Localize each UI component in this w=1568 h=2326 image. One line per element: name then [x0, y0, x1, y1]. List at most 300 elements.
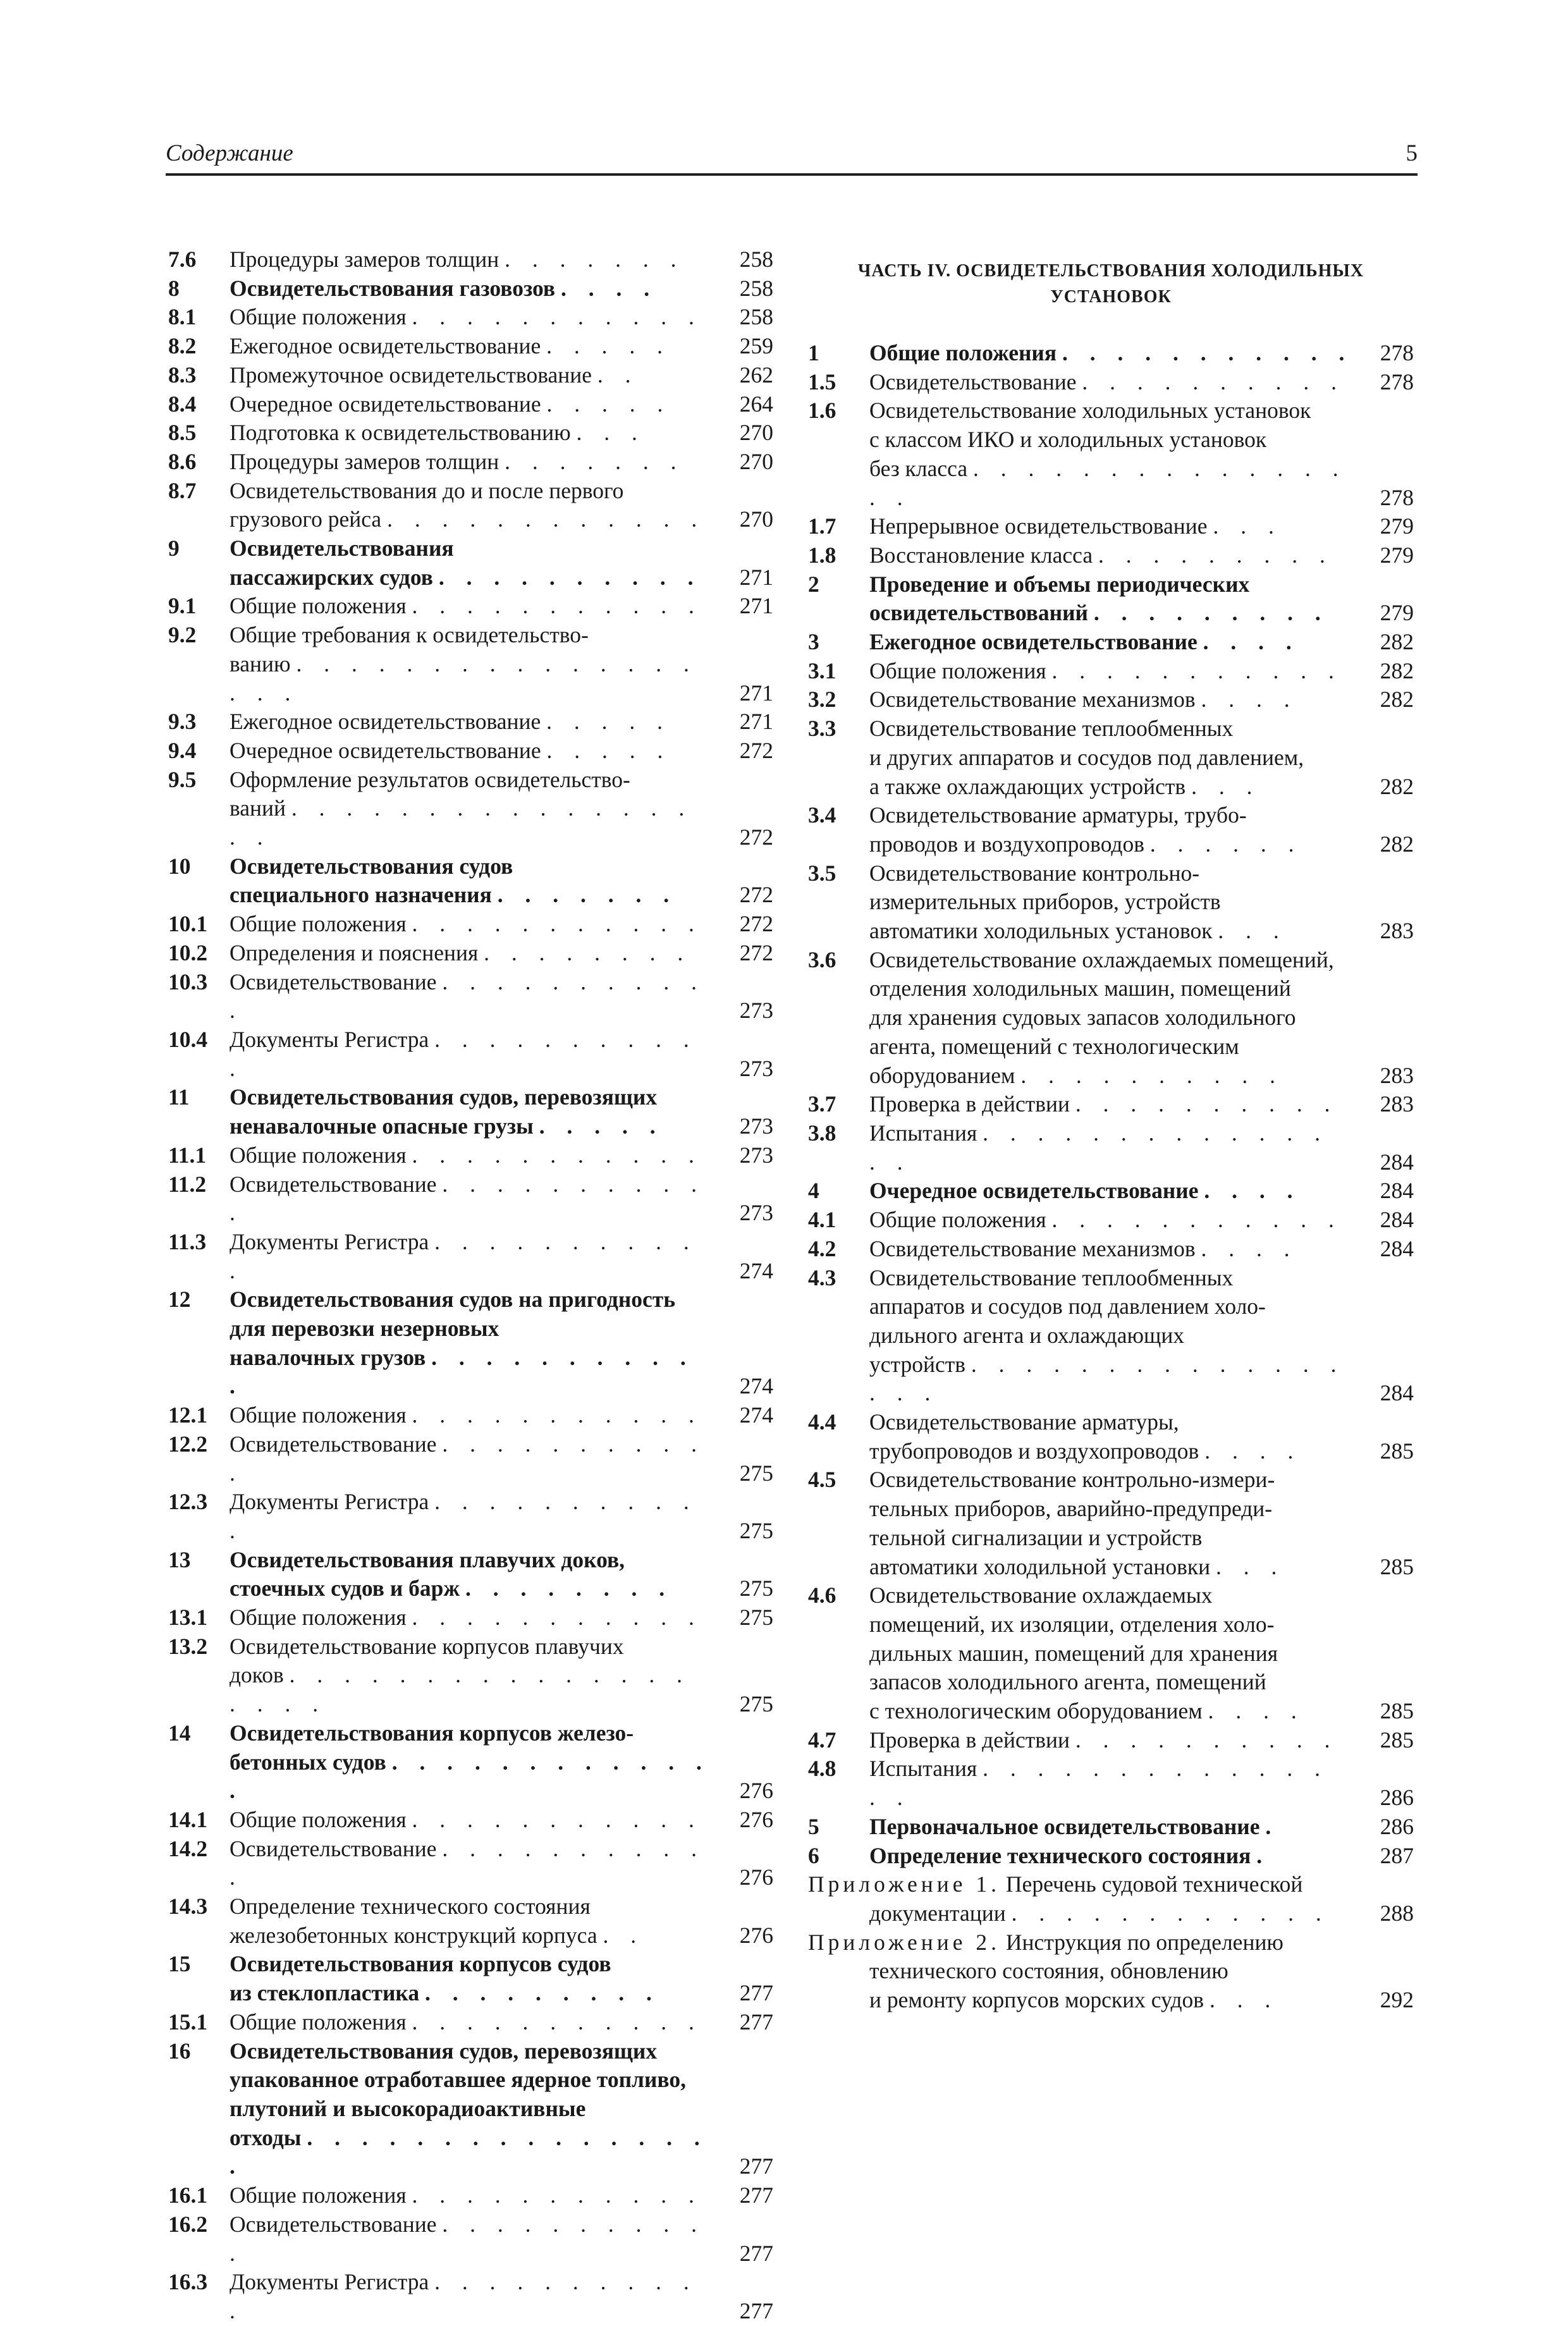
dot-leader: . . . . . . . . . . . — [230, 1026, 697, 1081]
title-text: Общие положения — [869, 1207, 1046, 1233]
dot-leader: . . . — [1191, 773, 1261, 799]
toc-entry — [168, 2181, 773, 2210]
title-text: агента, помещений с технологическим — [869, 1033, 1239, 1059]
section-title — [230, 245, 773, 274]
title-line — [869, 773, 1356, 802]
toc-entry — [808, 396, 1414, 512]
dot-leader: . . . . . . . . . . . . . . . — [869, 1756, 1329, 1811]
toc-entry — [168, 1806, 773, 1835]
toc-entry — [168, 766, 773, 852]
toc-entry — [168, 621, 773, 707]
title-text: Документы Регистра — [230, 1489, 429, 1515]
toc-entry — [808, 1581, 1414, 1726]
section-title — [869, 1206, 1414, 1235]
title-line — [230, 274, 715, 303]
title-line — [230, 1603, 715, 1632]
page-ref: 273 — [739, 998, 773, 1024]
toc-entry — [808, 1466, 1414, 1581]
title-text: отделения холодильных машин, помещений — [869, 976, 1291, 1001]
title-text: доков — [230, 1662, 284, 1688]
title-text: Проведение и объемы периодических — [869, 571, 1250, 597]
title-line — [869, 1090, 1356, 1119]
title-line — [869, 1610, 1356, 1639]
page-ref: 275 — [739, 1691, 773, 1717]
section-number: 8.7 — [168, 477, 197, 503]
toc-entry — [808, 570, 1414, 628]
appendix-text: и ремонту корпусов морских судов — [869, 1987, 1204, 2013]
section-title — [869, 1726, 1414, 1755]
title-line — [230, 563, 715, 592]
title-line — [230, 1488, 715, 1545]
dot-leader: . . . . . — [546, 709, 671, 735]
toc-entry — [808, 1754, 1414, 1812]
title-line — [230, 1344, 715, 1401]
title-line — [869, 1119, 1356, 1177]
section-number: 14.2 — [168, 1835, 208, 1861]
title-line — [869, 1842, 1356, 1871]
title-text: Освидетельствования судов, перевозящих — [230, 1084, 658, 1110]
page-ref: 264 — [739, 391, 773, 417]
dot-leader: . . . . . — [539, 1113, 664, 1139]
section-number: 8.2 — [168, 333, 197, 359]
page-ref: 279 — [1380, 542, 1414, 568]
title-line — [230, 1112, 715, 1141]
dot-leader: . — [1265, 1813, 1280, 1839]
title-line — [869, 685, 1356, 714]
dot-leader: . . . . — [1204, 1438, 1302, 1464]
section-number: 3.4 — [808, 802, 836, 828]
section-number: 14.3 — [168, 1894, 208, 1919]
title-line — [230, 592, 715, 621]
title-text: Определение технического состояния — [230, 1894, 591, 1919]
toc-entry — [808, 628, 1414, 657]
toc-entry — [168, 968, 773, 1025]
section-number: 11.2 — [168, 1171, 207, 1197]
title-text: Освидетельствование — [230, 1835, 437, 1861]
toc-entry — [168, 1141, 773, 1170]
page-ref: 286 — [1380, 1785, 1414, 1811]
section-title — [230, 1083, 773, 1141]
title-line — [230, 505, 715, 534]
title-text: железобетонных конструкций корпуса — [230, 1922, 597, 1948]
dot-leader: . . . . — [1201, 1235, 1298, 1261]
toc-entry — [168, 707, 773, 737]
dot-leader: . . . . — [560, 275, 658, 301]
appendix-entry — [808, 1928, 1414, 2015]
title-line — [230, 1170, 715, 1228]
title-line — [869, 744, 1356, 773]
section-title — [869, 1466, 1414, 1581]
title-line — [230, 707, 715, 737]
dot-leader: . . . . . . . . . . . — [230, 1835, 705, 1890]
section-title — [230, 592, 773, 621]
section-number: 3.5 — [808, 860, 836, 886]
dot-leader: . . . . . . . . . . . — [230, 1344, 694, 1399]
title-text: дильного агента и охлаждающих — [869, 1322, 1185, 1348]
title-text: Освидетельствование контрольно-измери- — [869, 1467, 1275, 1493]
page-ref: 283 — [1380, 1062, 1414, 1088]
dot-leader: . . . . . . . . . . . . . . . . . — [230, 795, 693, 850]
title-line — [869, 1466, 1356, 1495]
page-ref: 262 — [739, 362, 773, 388]
section-title — [230, 1285, 773, 1401]
title-text: оборудованием — [869, 1062, 1015, 1088]
toc-entry — [168, 592, 773, 621]
section-number: 13 — [168, 1546, 191, 1572]
title-line — [869, 1813, 1356, 1842]
page-ref: 275 — [739, 1460, 773, 1486]
title-text: Освидетельствование теплообменных — [869, 1264, 1234, 1290]
title-text: Освидетельствование холодильных установок — [869, 398, 1311, 424]
title-line — [869, 1668, 1356, 1697]
section-title — [230, 1488, 773, 1545]
section-number: 7.6 — [168, 247, 197, 272]
title-line — [230, 910, 715, 939]
dot-leader: . . . . . . . . . . . — [230, 2269, 697, 2323]
toc-entry — [168, 1228, 773, 1285]
dot-leader: . . . . — [1208, 1698, 1305, 1724]
title-text: специального назначения — [230, 882, 492, 908]
section-title — [869, 1754, 1414, 1812]
title-text: Общие положения — [230, 2182, 407, 2208]
toc-entry — [808, 512, 1414, 541]
toc-entry — [168, 361, 773, 390]
section-number: 1.6 — [808, 398, 836, 424]
section-title — [869, 1842, 1414, 1871]
title-text: Освидетельствование охлаждаемых — [869, 1582, 1213, 1608]
toc-entry — [168, 1546, 773, 1603]
title-text: Проверка в действии — [869, 1091, 1070, 1117]
title-line — [230, 1401, 715, 1430]
page-ref: 287 — [1380, 1842, 1414, 1868]
section-title — [869, 657, 1414, 686]
page-ref: 286 — [1380, 1813, 1414, 1839]
dot-leader: . . . . . . . . . . . — [412, 593, 702, 619]
dot-leader: . . . — [1216, 1553, 1285, 1579]
section-number: 10.4 — [168, 1026, 208, 1052]
dot-leader: . . . . . . . . . . . — [1051, 1207, 1342, 1233]
appendix-line — [869, 1986, 1356, 2015]
section-number: 16.1 — [168, 2182, 208, 2208]
page-ref: 270 — [739, 506, 773, 532]
title-line — [869, 368, 1356, 397]
section-number: 14 — [168, 1720, 191, 1746]
appendix-first-line — [808, 1928, 1414, 1957]
page-ref: 273 — [739, 1200, 773, 1226]
title-line — [869, 1581, 1356, 1610]
title-line — [230, 303, 715, 332]
title-text: Освидетельствования — [230, 536, 454, 561]
toc-entry — [168, 534, 773, 592]
title-line — [230, 1228, 715, 1285]
section-number: 1.5 — [808, 369, 836, 395]
dot-leader: . . . . . . . . . . . . . . . . . — [869, 1351, 1345, 1406]
appendix-first-line — [808, 1870, 1414, 1899]
section-title — [869, 339, 1414, 368]
section-number: 9.3 — [168, 709, 197, 735]
title-line — [230, 2066, 715, 2095]
title-text: Освидетельствования корпусов судов — [230, 1951, 611, 1977]
section-title — [869, 368, 1414, 397]
dot-leader: . . . . . . . . . . . — [412, 2009, 702, 2035]
section-number: 12.2 — [168, 1431, 208, 1457]
title-line — [230, 968, 715, 1025]
title-text: Процедуры замеров толщин — [230, 448, 499, 474]
title-text: Освидетельствование контрольно- — [869, 860, 1200, 886]
section-title — [230, 766, 773, 852]
section-title — [230, 968, 773, 1025]
section-title — [230, 2008, 773, 2037]
toc-entry — [168, 1430, 773, 1488]
title-line — [869, 1726, 1356, 1755]
title-text: трубопроводов и воздухопроводов — [869, 1438, 1199, 1464]
section-number: 3.7 — [808, 1091, 836, 1117]
title-text: Ежегодное освидетельствование — [869, 629, 1197, 655]
title-line — [869, 714, 1356, 744]
title-line — [869, 1062, 1356, 1091]
page-ref: 277 — [739, 2182, 773, 2208]
dot-leader: . . . . . . . . . . . — [230, 1431, 705, 1486]
title-line — [230, 881, 715, 910]
dot-leader: . . . . . . . — [505, 247, 685, 272]
section-title — [230, 852, 773, 910]
section-number: 3.8 — [808, 1120, 836, 1146]
title-line — [869, 1177, 1356, 1206]
title-line — [869, 455, 1356, 512]
title-line — [869, 917, 1356, 946]
page-ref: 282 — [1380, 773, 1414, 799]
section-title — [230, 274, 773, 303]
dot-leader: . . . . . — [546, 737, 671, 763]
page-ref: 284 — [1380, 1235, 1414, 1261]
title-line — [230, 852, 715, 881]
section-title — [230, 1430, 773, 1488]
title-text: Общие положения — [230, 593, 407, 619]
title-line — [230, 1979, 715, 2008]
dot-leader: . . . — [576, 420, 646, 446]
section-number: 4.5 — [808, 1467, 836, 1493]
section-number: 1.8 — [808, 542, 836, 568]
section-title — [869, 859, 1414, 946]
title-text: Испытания — [869, 1756, 977, 1782]
title-text: Определение технического состояния — [869, 1842, 1251, 1868]
page-ref: 284 — [1380, 1149, 1414, 1175]
appendix-body — [808, 1899, 1414, 1928]
appendix-label: Приложение 1. — [808, 1871, 1001, 1897]
section-title — [230, 1603, 773, 1632]
title-line — [230, 1574, 715, 1603]
section-title — [230, 2181, 773, 2210]
title-text: Первоначальное освидетельствование — [869, 1813, 1260, 1839]
section-number: 4.2 — [808, 1235, 836, 1261]
toc-entry — [808, 1842, 1414, 1871]
page-ref: 258 — [739, 275, 773, 301]
title-line — [230, 1285, 715, 1314]
title-line — [869, 1524, 1356, 1553]
toc-right-column — [808, 245, 1414, 2015]
title-line — [869, 801, 1356, 830]
section-title — [869, 946, 1414, 1091]
title-line — [869, 1697, 1356, 1726]
title-text: Общие требования к освидетельство- — [230, 622, 589, 648]
page-ref: 274 — [739, 1402, 773, 1428]
section-title — [869, 541, 1414, 570]
section-number: 1 — [808, 340, 819, 365]
title-line — [230, 1835, 715, 1892]
title-line — [869, 1292, 1356, 1321]
toc-entry — [168, 1025, 773, 1083]
toc-entry — [808, 1235, 1414, 1264]
title-line — [869, 425, 1356, 455]
dot-leader: . — [1256, 1842, 1271, 1868]
page-ref: 282 — [1380, 658, 1414, 683]
title-text: Освидетельствование — [230, 1431, 437, 1457]
section-title — [230, 1632, 773, 1719]
page-ref: 283 — [1380, 1091, 1414, 1117]
page-ref: 276 — [739, 1778, 773, 1804]
title-text: Освидетельствование — [230, 1171, 437, 1197]
title-line — [230, 361, 715, 390]
toc-entry — [808, 1119, 1414, 1177]
section-title — [230, 419, 773, 448]
title-text: Очередное освидетельствование — [869, 1178, 1199, 1204]
section-title — [230, 2037, 773, 2182]
title-line — [230, 1632, 715, 1662]
toc-entry — [808, 339, 1414, 368]
title-text: дильных машин, помещений для хранения — [869, 1640, 1278, 1666]
section-title — [230, 1806, 773, 1835]
page-ref: 273 — [739, 1055, 773, 1081]
section-number: 3.6 — [808, 946, 836, 972]
title-line — [230, 332, 715, 361]
title-line — [230, 1314, 715, 1344]
appendix-body — [808, 1957, 1414, 2014]
title-text: для хранения судовых запасов холодильного — [869, 1005, 1296, 1031]
title-line — [869, 1032, 1356, 1062]
section-number: 9.2 — [168, 622, 197, 648]
page-ref: 277 — [739, 2009, 773, 2035]
section-number: 4 — [808, 1178, 819, 1204]
section-number: 10.1 — [168, 911, 208, 937]
section-number: 4.3 — [808, 1264, 836, 1290]
title-line — [869, 1639, 1356, 1668]
toc-entry — [168, 939, 773, 968]
toc-entry — [168, 419, 773, 448]
appendix-text: документации — [869, 1900, 1006, 1926]
section-title — [230, 2268, 773, 2325]
title-text: Очередное освидетельствование — [230, 391, 541, 417]
title-line — [230, 1141, 715, 1170]
section-number: 11 — [168, 1084, 190, 1110]
title-line — [869, 512, 1356, 541]
toc-entry — [808, 1726, 1414, 1755]
section-title — [230, 332, 773, 361]
dot-leader: . . . . — [1201, 687, 1298, 713]
title-text: Освидетельствование механизмов — [869, 687, 1196, 713]
title-line — [869, 1495, 1356, 1524]
dot-leader: . . . . . . . . — [484, 940, 692, 965]
section-title — [869, 1235, 1414, 1264]
page-ref: 282 — [1380, 687, 1414, 713]
title-text: Освидетельствования газовозов — [230, 275, 556, 301]
title-text: Общие положения — [230, 1806, 407, 1832]
page-ref: 273 — [739, 1142, 773, 1168]
toc-entry — [808, 1090, 1414, 1119]
section-title — [230, 1950, 773, 2007]
title-text: Общие положения — [869, 658, 1046, 683]
title-text: бетонных судов — [230, 1749, 386, 1775]
section-number: 16.2 — [168, 2211, 208, 2237]
toc-entry — [168, 1892, 773, 1950]
title-text: автоматики холодильной установки — [869, 1553, 1211, 1579]
section-title — [869, 1581, 1414, 1726]
toc-entry — [808, 801, 1414, 859]
page-ref: 272 — [739, 824, 773, 850]
page-ref: 275 — [739, 1576, 773, 1601]
title-line — [869, 628, 1356, 657]
section-number: 8.3 — [168, 362, 197, 388]
section-title — [230, 477, 773, 534]
toc-entry — [168, 1632, 773, 1719]
title-line — [869, 1206, 1356, 1235]
toc-entry — [808, 1264, 1414, 1409]
title-text: Подготовка к освидетельствованию — [230, 420, 571, 446]
toc-entry — [168, 448, 773, 477]
section-title — [230, 390, 773, 419]
dot-leader: . . . . . . . . . . . — [412, 911, 702, 937]
dot-leader: . . . . . . . . . — [424, 1980, 660, 2006]
dot-leader: . . . — [1209, 1987, 1279, 2013]
page-ref: 270 — [739, 448, 773, 474]
dot-leader: . . . . . . . . . . . — [412, 1605, 702, 1631]
section-title — [869, 628, 1414, 657]
section-number: 4.4 — [808, 1409, 836, 1435]
section-number: 1.7 — [808, 513, 836, 539]
title-line — [230, 1661, 715, 1718]
page-ref: 272 — [739, 940, 773, 965]
page-ref: 277 — [739, 2240, 773, 2266]
title-line — [230, 2268, 715, 2325]
title-line — [230, 737, 715, 766]
page-ref: 283 — [1380, 918, 1414, 944]
dot-leader: . . . . . . . . . . — [1075, 1091, 1338, 1117]
toc-entry — [168, 1401, 773, 1430]
title-line — [230, 621, 715, 650]
page-ref: 277 — [739, 2153, 773, 2179]
dot-leader: . . . . . . . . . . . — [412, 1402, 702, 1428]
page-ref: 276 — [739, 1864, 773, 1890]
section-number: 8.6 — [168, 448, 197, 474]
toc-entry — [808, 714, 1414, 801]
title-text: упакованное отработавшее ядерное топливо, — [230, 2067, 686, 2093]
title-text: Общие положения — [230, 304, 407, 330]
title-text: Испытания — [869, 1120, 977, 1146]
title-line — [230, 1546, 715, 1575]
title-line — [230, 1083, 715, 1112]
section-number: 15 — [168, 1951, 191, 1977]
section-title — [230, 621, 773, 707]
toc-entry — [168, 2037, 773, 2182]
title-line — [869, 1321, 1356, 1350]
dot-leader: . . . . . . . . . . . . . . . . . . . — [230, 1662, 691, 1717]
dot-leader: . . . . . . . . . — [1098, 542, 1333, 568]
toc-entry — [168, 390, 773, 419]
title-text: автоматики холодильных установок — [869, 918, 1213, 944]
dot-leader: . . . . . . . . . . . — [230, 1228, 697, 1283]
title-line — [230, 2210, 715, 2268]
title-text: аппаратов и сосудов под давлением холо- — [869, 1294, 1266, 1319]
dot-leader: . . . . . . . . . . . . — [387, 506, 706, 532]
